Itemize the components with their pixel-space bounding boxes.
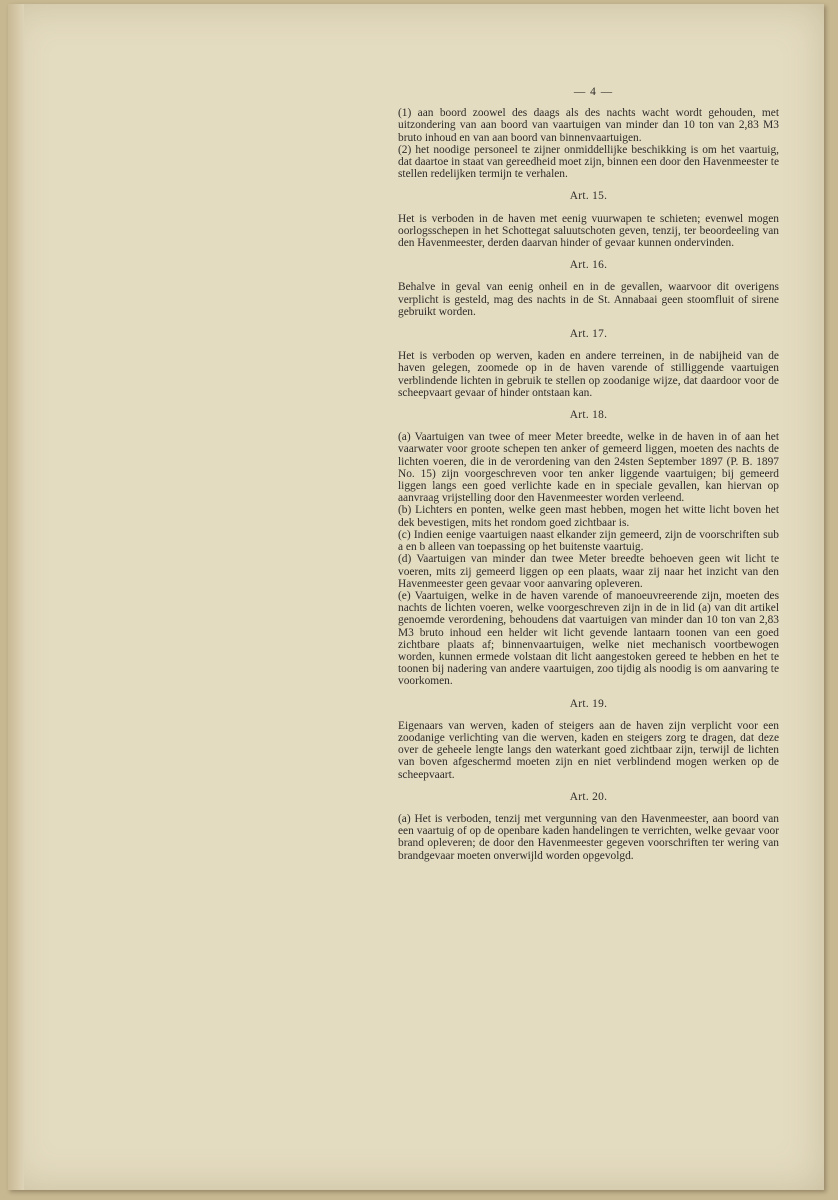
article-17-paragraph: Het is verboden op werven, kaden en andere terreinen, in de nabijheid van de haven gelegen, zoomede op in de haven varende of stilliggende vaartuigen verblindende lichten in gebruik te stellen op zoodanige wijze, dat daardoor voor de scheepvaart gevaar of hinder ontstaan kan. bbox=[398, 350, 779, 399]
article-16-heading: Art. 16. bbox=[569, 259, 608, 272]
article-18-paragraph-a: (a) Vaartuigen van twee of meer Meter breedte, welke in de haven in of aan het vaarwater voor groote schepen ten anker of gemeerd liggen, moeten des nachts de lichten voeren, die in de verordening van den 24sten September 1897 (P. B. 1897 No. 15) zijn voorgeschreven voor ten anker liggende vaartuigen; bij gemeerd liggen langs een goed verlichte kade en in speciale gevallen, kan hiervan op aanvraag vrijstelling door den Havenmeester worden verleend. bbox=[398, 431, 779, 505]
article-18-paragraph-e: (e) Vaartuigen, welke in de haven varende of manoeuvreerende zijn, moeten des nachts de lichten voeren, welke voorgeschreven zijn in de in lid (a) van dit artikel genoemde verordening, behoudens dat vaartuigen van minder dan 10 ton van 2,83 M3 bruto inhoud een helder wit licht gevende lantaarn toonen van een goed zichtbare plaats af; binnenvaartuigen, welke niet mechanisch voortbewogen worden, kunnen ermede volstaan dit licht aangestoken gereed te hebben en het te toonen bij nadering van andere vaartuigen, zoo tijdig als noodig is om aanvaring te voorkomen. bbox=[398, 589, 779, 688]
article-15-paragraph: Het is verboden in de haven met eenig vuurwapen te schieten; evenwel mogen oorlogsschepen in het Schottegat saluutschoten geven, tenzij, ter beoordeeling van den Havenmeester, derden daarvan hinder of gevaar kunnen ondervinden. bbox=[398, 212, 779, 250]
page-number: — 4 — bbox=[573, 86, 614, 98]
document-text bbox=[398, 86, 779, 862]
article-16-paragraph: Behalve in geval van eenig onheil en in de gevallen, waarvoor dit overigens verplicht is gesteld, mag des nachts in de St. Annabaai geen stoomfluit of sirene gebruikt worden. bbox=[398, 281, 779, 318]
article-20-paragraph-a: (a) Het is verboden, tenzij met vergunning van den Havenmeester, aan boord van een vaartuig of op de openbare kaden handelingen te verrichten, welke gevaar voor brand opleveren; de door den Havenmeester gegeven voorschriften ter wering van brandgevaar moeten onverwijld worden opgevolgd. bbox=[398, 812, 779, 862]
article-18-paragraph-b: (b) Lichters en ponten, welke geen mast hebben, mogen het witte licht boven het dek bevestigen, mits het rondom goed zichtbaar is. bbox=[398, 504, 779, 529]
article-19-paragraph: Eigenaars van werven, kaden of steigers aan de haven zijn verplicht voor een zoodanige verlichting van die werven, kaden en steigers zorg te dragen, dat deze over de geheele lengte langs den waterkant goed zichtbaar zijn, terwijl de lichten van boven afgeschermd moeten zijn en niet verblindend mogen werken op de scheepvaart. bbox=[398, 719, 779, 781]
article-19-heading: Art. 19. bbox=[569, 697, 608, 710]
article-17-heading: Art. 17. bbox=[569, 328, 608, 341]
article-18-paragraph-d: (d) Vaartuigen van minder dan twee Meter breedte behoeven geen wit licht te voeren, mits zij gemeerd liggen op een plaats, waar zij naar het inzicht van den Havenmeester geen gevaar voor aanvaring opleveren. bbox=[398, 553, 779, 590]
article-15-heading: Art. 15. bbox=[569, 190, 608, 203]
intro-paragraph-2: (2) het noodige personeel te zijner onmiddellijke beschikking is om het vaartuig, dat daartoe in staat van gereedheid moet zijn, binnen een door den Havenmeester te stellen redelijken termijn te verhalen. bbox=[398, 143, 779, 181]
intro-paragraph-1: (1) aan boord zoowel des daags als des nachts wacht wordt gehouden, met uitzondering van aan boord van vaartuigen van minder dan 10 ton van 2,83 M3 bruto inhoud en van aan boord van binnenvaartuigen. bbox=[398, 107, 779, 144]
intro-block bbox=[398, 107, 779, 180]
article-18-paragraph-c: (c) Indien eenige vaartuigen naast elkander zijn gemeerd, zijn de voorschriften sub a en b alleen van toepassing op het buitenste vaartuig. bbox=[398, 528, 779, 554]
page-binding-edge bbox=[8, 4, 24, 1190]
article-18-heading: Art. 18. bbox=[569, 409, 608, 422]
article-20-heading: Art. 20. bbox=[569, 790, 608, 803]
